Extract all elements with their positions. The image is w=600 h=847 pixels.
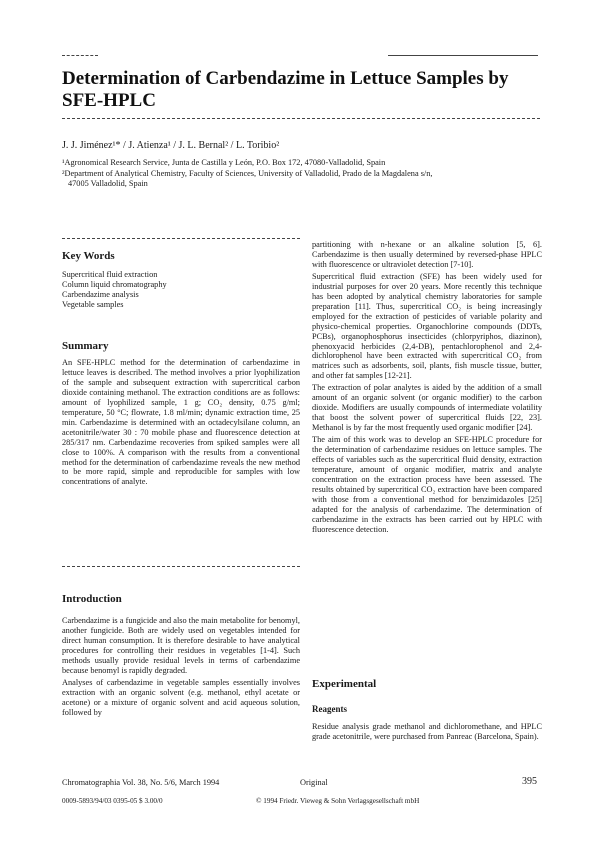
keyword-item: Supercritical fluid extraction <box>62 270 158 279</box>
experimental-heading: Experimental <box>312 678 377 690</box>
summary-end-rule <box>62 566 300 567</box>
affiliations <box>62 158 562 190</box>
affiliation-1: ¹Agronomical Research Service, Junta de Castilla y León, P.O. Box 172, 47080-Valladolid, Spain <box>62 158 386 167</box>
reagents-heading: Reagents <box>312 704 347 714</box>
summary-heading: Summary <box>62 340 109 352</box>
page-number: 395 <box>522 776 537 787</box>
introduction-text <box>62 616 300 720</box>
body-paragraph: partitioning with n-hexane or an alkaline solution [5, 6]. Carbendazime is then usually determined by reversed-phase HPLC with fluorescence or ultraviolet detection [7-10]. <box>312 240 542 269</box>
top-rule-left <box>62 55 98 56</box>
author-list: J. J. Jiménez¹* / J. Atienza¹ / J. L. Bernal² / L. Toribio² <box>62 140 280 151</box>
body-paragraph: The aim of this work was to develop an SFE-HPLC procedure for the determination of carbendazime residues on lettuce samples. The effects of variables such as the supercritical fluid density, extraction temperature, amount of organic modifier, matrix and analyte concentration on the extraction process have been assessed. The results obtained by supercritical CO₂ extraction have been compared with those from a conventional method for benzimidazoles [25] adapted for the analysis of carbendazime. The determination of carbendazime in the extracts has been carried out by HPLC with fluorescence detection. <box>312 435 542 534</box>
body-paragraph: The extraction of polar analytes is aided by the addition of a small amount of an organic solvent (or organic modifier) to the carbon dioxide. Modifiers are usually compounds of intermediate volatility that boost the solvent power of supercritical fluids [22, 23]. Methanol is by far the most frequently used organic modifier [24]. <box>312 383 542 433</box>
paper-title: Determination of Carbendazime in Lettuce Samples by SFE-HPLC <box>62 68 509 111</box>
top-rule-right <box>388 55 538 56</box>
keywords-heading: Key Words <box>62 250 115 262</box>
intro-paragraph-1: Carbendazime is a fungicide and also the main metabolite for benomyl, another fungicide. Both are widely used on vegetables intended for direct human consumption. It is therefore desirable to have analytical procedures for controlling their residues in vegetables [1-4]. Such methods usually provide residual levels in terms of carbendazime because benomyl is rapidly degraded. <box>62 616 300 675</box>
keyword-item: Carbendazime analysis <box>62 290 139 299</box>
affiliation-2: ²Department of Analytical Chemistry, Faculty of Sciences, University of Valladolid, Prado de la Magdalena s/n, <box>62 168 433 178</box>
keyword-item: Vegetable samples <box>62 300 124 309</box>
summary-paragraph: An SFE-HPLC method for the determination of carbendazime in lettuce leaves is described. The method involves a prior lyophilization of the sample and subsequent extraction with supercritical carbon dioxide containing methanol. The extraction conditions are as follows: amount of lyophilized sample, 1 g; CO₂ density, 0.75 g/ml; temperature, 50 °C; flowrate, 1.8 ml/min; dynamic extraction time, 25 min. Carbendazime is determined with an octadecylsilane column, an acetonitrile/water 30 : 70 mobile phase and fluorescence detection at 285/317 nm. Carbendazime recoveries from spiked samples were all close to 100%. A comparison with the results from a conventional method for the determination of carbendazime reveals the new method to be more rapid, simple and reproducible for samples with low concentrations of analyte. <box>62 358 300 487</box>
journal-citation: Chromatographia Vol. 38, No. 5/6, March 1994 <box>62 778 220 787</box>
intro-paragraph-2: Analyses of carbendazime in vegetable samples essentially involves extraction with an organic solvent (e.g. methanol, ethyl acetate or acetone) or a mixture of organic solvent and acid aqueous solution, followed by <box>62 677 300 717</box>
title-rule <box>62 118 540 119</box>
keywords-rule <box>62 238 300 239</box>
keyword-item: Column liquid chromatography <box>62 280 167 289</box>
introduction-heading: Introduction <box>62 593 122 605</box>
summary-text <box>62 358 300 489</box>
affiliation-2-cont: 47005 Valladolid, Spain <box>68 179 148 189</box>
keyword-list <box>62 270 167 310</box>
right-column-text <box>312 240 542 537</box>
issn-line: 0009-5893/94/03 0395-05 $ 3.00/0 <box>62 797 163 805</box>
copyright-line: © 1994 Friedr. Vieweg & Sohn Verlagsgesellschaft mbH <box>256 797 420 805</box>
article-type-label: Original <box>300 778 328 787</box>
body-paragraph: Supercritical fluid extraction (SFE) has been widely used for industrial purposes for over 20 years. More recently this technique has been adopted by analytical chemistry laboratories for sample preparation [11]. Thus, supercritical CO₂ is being increasingly employed for the extraction of pesticides of variable polarity and physico-chemical properties. Organochlorine compounds (DDTs, PCBs), organophosphorus insecticides (chlorpyriphos, diazinon), phenoxyacid herbicides (2,4-DB), pentachlorophenol and 2,4-dichlorophenol have been extracted with supercritical CO₂ from matrices such as adsorbents, soil, plants, fish muscle tissue, butter, and other fat samples [12-21]. <box>312 271 542 381</box>
reagents-paragraph: Residue analysis grade methanol and dichloromethane, and HPLC grade acetonitrile, were purchased from Panreac (Barcelona, Spain). <box>312 722 542 741</box>
reagents-text <box>312 722 542 744</box>
